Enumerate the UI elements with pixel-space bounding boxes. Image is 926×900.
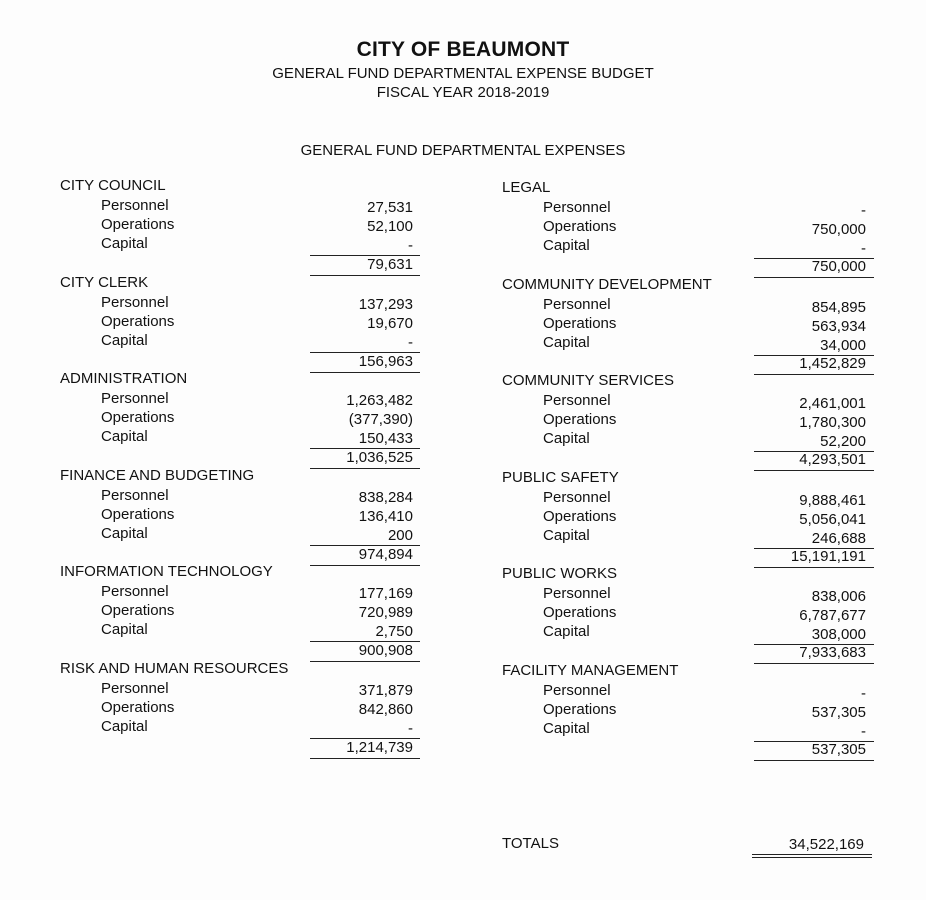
department-total: 900,908 [358, 642, 413, 659]
department-block [502, 662, 882, 759]
line-item-amount: - [861, 722, 866, 740]
line-item-label: Capital [101, 331, 148, 349]
line-item-amount: 750,000 [811, 221, 866, 238]
line-item-amount: 838,006 [811, 588, 866, 605]
line-item-label: Capital [543, 237, 590, 254]
line-item-label: Personnel [543, 199, 611, 216]
department-block [502, 372, 882, 469]
line-item-amount: 720,989 [358, 604, 413, 621]
line-item-label: Personnel [101, 486, 169, 504]
line-item-label: Capital [543, 719, 590, 737]
line-item-amount: 6,787,677 [799, 607, 866, 624]
section-heading: GENERAL FUND DEPARTMENTAL EXPENSES [300, 142, 626, 159]
department-total: 4,293,501 [799, 451, 866, 468]
total-underline [754, 760, 874, 761]
line-item-label: Capital [543, 526, 590, 544]
department-total: 537,305 [811, 740, 866, 758]
line-item-label: Capital [101, 428, 148, 445]
department-name: RISK AND HUMAN RESOURCES [60, 659, 289, 677]
line-item-amount: 5,056,041 [799, 510, 866, 528]
department-block [60, 660, 490, 757]
line-item-label: Operations [101, 409, 175, 426]
line-item-amount: 2,750 [375, 623, 413, 640]
line-item-amount: 838,284 [358, 488, 413, 506]
line-item-amount: 1,263,482 [346, 392, 413, 409]
line-item-amount: 27,531 [367, 199, 413, 216]
line-item-label: Operations [101, 698, 175, 716]
department-name: COMMUNITY DEVELOPMENT [502, 275, 712, 293]
line-item-label: Operations [543, 507, 617, 525]
line-item-label: Capital [101, 717, 148, 735]
line-item-label: Personnel [543, 585, 611, 602]
department-total: 1,452,829 [799, 354, 866, 372]
line-item-label: Personnel [543, 392, 611, 409]
line-item-label: Operations [543, 700, 617, 718]
department-block [502, 469, 882, 566]
line-item-label: Capital [543, 430, 590, 447]
line-item-label: Capital [543, 333, 590, 351]
department-name: PUBLIC WORKS [502, 565, 618, 582]
line-item-label: Capital [101, 524, 148, 542]
department-total: 156,963 [358, 352, 413, 370]
line-item-amount: 371,879 [358, 681, 413, 699]
line-item-label: Personnel [101, 293, 169, 311]
total-underline [310, 758, 420, 759]
department-name: COMMUNITY SERVICES [502, 372, 674, 389]
line-item-label: Operations [543, 604, 617, 621]
line-item-amount: 563,934 [811, 317, 866, 335]
line-item-amount: - [861, 684, 866, 702]
department-block [502, 565, 882, 662]
department-name: FINANCE AND BUDGETING [60, 466, 255, 484]
line-item-label: Capital [101, 621, 148, 638]
department-block [60, 563, 490, 660]
line-item-label: Personnel [101, 679, 169, 697]
line-item-amount: 2,461,001 [799, 395, 866, 412]
department-total: 1,036,525 [346, 449, 413, 466]
line-item-label: Personnel [543, 488, 611, 506]
line-item-label: Operations [101, 602, 175, 619]
page-subtitle: GENERAL FUND DEPARTMENTAL EXPENSE BUDGET [272, 65, 654, 82]
department-name: LEGAL [502, 179, 551, 196]
department-block [502, 276, 882, 373]
line-item-amount: 246,688 [811, 529, 866, 547]
line-item-label: Personnel [543, 295, 611, 313]
line-item-label: Capital [543, 623, 590, 640]
line-item-label: Capital [101, 235, 148, 252]
department-total: 1,214,739 [346, 738, 413, 756]
line-item-label: Personnel [101, 197, 169, 214]
department-block [60, 370, 490, 467]
department-name: CITY CLERK [60, 273, 149, 291]
line-item-label: Operations [101, 312, 175, 330]
line-item-label: Operations [543, 218, 617, 235]
line-item-amount: - [861, 202, 866, 219]
department-name: INFORMATION TECHNOLOGY [60, 563, 273, 580]
line-item-label: Personnel [101, 583, 169, 600]
line-item-label: Personnel [101, 390, 169, 407]
line-item-amount: 9,888,461 [799, 491, 866, 509]
line-item-amount: 137,293 [358, 295, 413, 313]
department-block [502, 179, 882, 276]
department-block [60, 274, 490, 371]
department-name: FACILITY MANAGEMENT [502, 661, 679, 679]
fiscal-year: FISCAL YEAR 2018-2019 [376, 84, 550, 101]
line-item-amount: 136,410 [358, 507, 413, 525]
department-name: ADMINISTRATION [60, 370, 188, 387]
line-item-amount: 177,169 [358, 585, 413, 602]
line-item-amount: 308,000 [811, 626, 866, 643]
left-department-column [60, 177, 490, 756]
department-total: 7,933,683 [799, 644, 866, 661]
line-item-amount: - [408, 237, 413, 254]
line-item-amount: (377,390) [348, 411, 413, 428]
line-item-amount: - [408, 333, 413, 351]
department-block [60, 177, 490, 274]
line-item-label: Operations [101, 216, 175, 233]
line-item-amount: - [861, 240, 866, 257]
line-item-amount: 52,200 [820, 433, 866, 450]
line-item-amount: 842,860 [358, 700, 413, 718]
department-total: 79,631 [367, 256, 413, 273]
department-name: CITY COUNCIL [60, 177, 166, 194]
department-name: PUBLIC SAFETY [502, 468, 619, 486]
department-block [60, 467, 490, 564]
line-item-label: Operations [543, 314, 617, 332]
line-item-amount: 52,100 [367, 218, 413, 235]
line-item-amount: 537,305 [811, 703, 866, 721]
line-item-amount: 200 [387, 526, 413, 544]
right-department-column [502, 179, 882, 758]
line-item-label: Personnel [543, 681, 611, 699]
double-underline-bottom [752, 857, 872, 858]
line-item-label: Operations [101, 505, 175, 523]
line-item-label: Operations [543, 411, 617, 428]
department-total: 15,191,191 [790, 547, 866, 565]
line-item-amount: 1,780,300 [799, 414, 866, 431]
line-item-amount: 854,895 [811, 298, 866, 316]
grand-totals-label: TOTALS [502, 835, 559, 852]
line-item-amount: 19,670 [367, 314, 413, 332]
grand-totals-amount: 34,522,169 [788, 836, 864, 853]
department-total: 974,894 [358, 545, 413, 563]
line-item-amount: 34,000 [820, 336, 866, 354]
page-title: CITY OF BEAUMONT [356, 38, 570, 61]
line-item-amount: 150,433 [358, 430, 413, 447]
department-total: 750,000 [811, 258, 866, 275]
double-underline-top [752, 854, 872, 855]
line-item-amount: - [408, 719, 413, 737]
